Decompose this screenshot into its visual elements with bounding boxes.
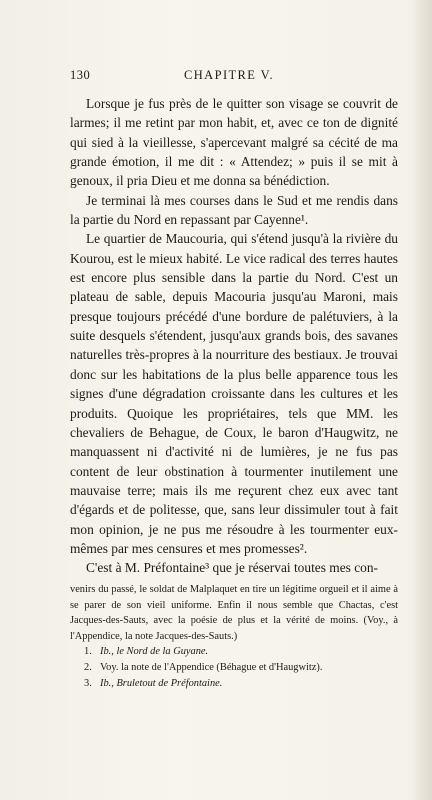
footnote: [70, 644, 398, 660]
footnote: [70, 676, 398, 692]
main-text: [70, 94, 398, 578]
footnote-number: 2.: [84, 661, 92, 673]
paragraph: Le quartier de Maucouria, qui s'étend jusqu'à la rivière du Kourou, est le mieux habité. Le vice radical des terres hautes est encore plus sensible dans la partie du Nord. C'est un plateau de sable, depuis Macouria jusqu'au Maroni, mais presque toujours précédé d'une bordure de palétuviers, à la suite desquels s'étendent, jusqu'aux grands bois, des savanes naturelles très-propres à la nourriture des bestiaux. Je trouvai donc sur les habitations de la plus belle apparence tous les signes d'une dégradation croissante dans les cultures et les produits. Quoique les propriétaires, tels que MM. les chevaliers de Behague, de Coux, le baron d'Haugwitz, ne manquassent ni d'activité ni de lumières, je ne fus pas content de leur obstination à tourmenter inutilement une mauvaise terre; mais ils me reçurent chez eux avec tant d'égards et de politesse, que, sans leur dissimuler tout à fait mon opinion, je ne pus me résoudre à les tourmenter eux-mêmes par mes censures et mes promesses².: [70, 231, 398, 556]
footnote-number: 1.: [84, 646, 92, 658]
page-number: 130: [70, 68, 91, 82]
footnote-text: Ib., Bruletout de Préfontaine.: [100, 677, 223, 689]
paragraph: C'est à M. Préfontaine³ que je réservai toutes mes con-: [86, 560, 379, 576]
footnote-text: Ib., le Nord de la Guyane.: [100, 646, 209, 658]
running-header: [70, 68, 388, 84]
paragraph: Je terminai là mes courses dans le Sud et me rendis dans la partie du Nord en repassant par Cayenne¹.: [70, 192, 398, 228]
footnote-number: 3.: [84, 677, 92, 689]
running-title: CHAPITRE V.: [184, 68, 274, 82]
footnote-continuation: venirs du passé, le soldat de Malplaquet en tire un légitime orgueil et il aime à se parer de son vieil uniforme. Enfin il nous semble que Chactas, c'est Jacques-des-Sauts, avec la poésie de plus et la vérité de moins. (Voy., à l'Appendice, la note Jacques-des-Sauts.): [70, 584, 398, 642]
footnote: [70, 660, 398, 676]
paragraph: Lorsque je fus près de le quitter son visage se couvrit de larmes; il me retint par mon habit, et, avec ce ton de dignité qui sied à la vieillesse, s'apercevant malgré sa cécité de ma grande émotion, il me dit : « Attendez; » puis il se mit à genoux, il pria Dieu et me donna sa bénédiction.: [70, 96, 398, 189]
footnotes: [70, 582, 398, 691]
footnote-text: Voy. la note de l'Appendice (Béhague et d'Haugwitz).: [100, 661, 323, 673]
page-edge-shadow: [410, 0, 432, 800]
